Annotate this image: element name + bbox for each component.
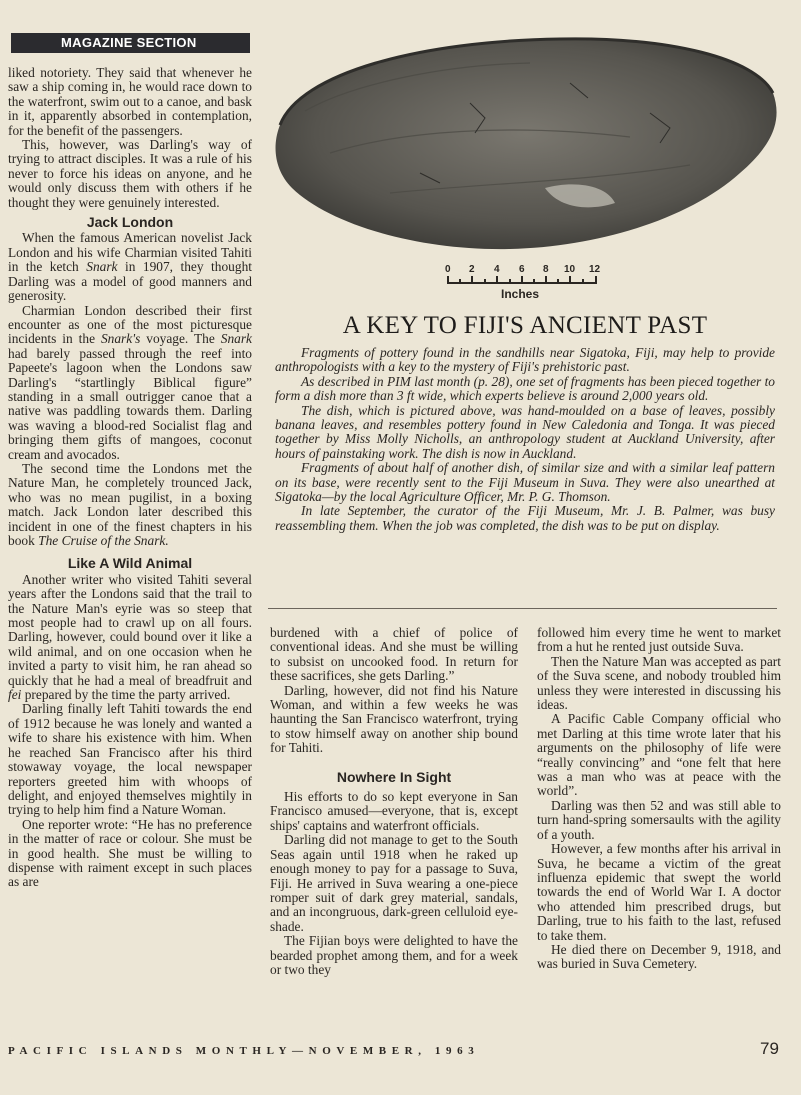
scale-unit-label: Inches (500, 287, 539, 301)
paragraph: burdened with a chief of police of conventional ideas. And she must be willing to subsist on uncooked food. In return for these sacrifices, she gets Darling.” (270, 625, 518, 684)
section-banner: MAGAZINE SECTION (11, 33, 250, 53)
paragraph: Another writer who visited Tahiti several years after the Londons said that the trail to the Nature Man's eyrie was so steep that most people had to crawl up on all fours. Darling, however, could bound over it like a wild animal, and on one occasion when he invited a party to visit him, he ran ahead so quickly that he had a meal of breadfruit and fei prepared by the time the party arrived. (8, 571, 252, 703)
paragraph: However, a few months after his arrival in Suva, he became a victim of the great influenza epidemic that swept the world towards the end of World War I. A doctor who attended him prescribed drugs, but Darling, true to his faith to the last, refused to take them. (537, 841, 781, 943)
paragraph: Darling did not manage to get to the South Seas again until 1918 when he raked up enough money to pay for a passage to Suva, Fiji. He arrived in Suva wearing a one-piece romper suit of dark grey material, sandals, and an incongruous, dark-green celluloid eye-shade. (270, 832, 518, 934)
scale-tick-label: 10 (564, 264, 576, 275)
intro-paragraph: As described in PIM last month (p. 28), one set of fragments has been pieced together to form a dish more than 3 ft wide, which experts believe is around 2,000 years old. (275, 373, 775, 404)
paragraph: followed him every time he went to market from a hut he rented just outside Suva. (537, 625, 781, 655)
paragraph: This, however, was Darling's way of trying to attract disciples. It was a rule of his never to force his ideas on anyone, and he would only discuss them with others if he thought they were genuinely interested. (8, 137, 252, 210)
paragraph: A Pacific Cable Company official who met Darling at this time wrote later that his arguments on the philosophy of life were “really convincing” and “one felt that here was a man who was at peace with the world”. (537, 711, 781, 799)
paragraph: Darling, however, did not find his Nature Woman, and within a few weeks he was haunting the San Francisco waterfront, trying to stow himself away on another ship bound for Tahiti. (270, 682, 518, 756)
paragraph: One reporter wrote: “He has no preference in the matter of race or colour. She must be in good health. She must be willing to dispense with raiment except in such places as are (8, 816, 252, 890)
paragraph: Then the Nature Man was accepted as part of the Suva scene, and nobody troubled him unless they were interested in discussing his ideas. (537, 653, 781, 713)
left-column (8, 66, 252, 890)
scale-tick-label: 12 (589, 264, 601, 275)
scale-tick-label: 0 (445, 264, 451, 275)
paragraph: liked notoriety. They said that whenever he saw a ship coming in, he would race down to the waterfront, swim out to a canoe, and bask in it, apparently absorbed in contemplation, for the benefit of the passengers. (8, 65, 252, 138)
pottery-dish-photo (270, 33, 780, 258)
section-divider (268, 608, 777, 609)
subheading-wild-animal: Like A Wild Animal (67, 555, 193, 572)
paragraph: His efforts to do so kept everyone in San Francisco amused—everyone, that is, except ships' captains and waterfront officials. (270, 789, 518, 833)
intro-paragraph: In late September, the curator of the Fiji Museum, Mr. J. B. Palmer, was busy reassembling them. When the job was completed, the dish was to be put on display. (275, 503, 775, 533)
intro-paragraph: The dish, which is pictured above, was hand-moulded on a base of leaves, possibly banana leaves, and resembles pottery found in New Caledonia and Tonga. It was pieced together by Miss Molly Nicholls, an anthropology student at Auckland University, after hours of painstaking work. The dish is now in Auckland. (275, 402, 775, 461)
paragraph: Darling finally left Tahiti towards the end of 1912 because he was lonely and wanted a wife to share his existence with him. When he reached San Francisco after his third stowaway voyage, the local newspaper reporters greeted him with whoops of delight, and enjoyed themselves mightily in trying to help him find a Nature Woman. (8, 701, 252, 818)
paragraph: The second time the Londons met the Nature Man, he completely trounced Jack, who was no mean pugilist, in a boxing match. Jack London later described this incident in one of the finest chapters in his book The Cruise of the Snark. (8, 460, 252, 548)
scale-tick-label: 2 (469, 264, 475, 275)
paragraph: Darling was then 52 and was still able to turn hand-spring somersaults with the agility of a youth. (537, 797, 781, 842)
paragraph: Charmian London described their first encounter as one of the most picturesque incidents in the Snark's voyage. The Snark had barely passed through the reef into Papeete's lagoon when the Londons saw Darling's “startlingly Biblical figure” standing in a small outrigger canoe that a native was paddling towards them. Darling was waving a blood-red Socialist flag and bringing them gifts of mangoes, coconut cream and avocados. (8, 302, 252, 462)
intro-paragraph: Fragments of about half of another dish, of similar size and with a similar leaf pattern on its base, were recently sent to the Fiji Museum in Suva. They were also unearthed at Sigatoka—by the local Agriculture Officer, Mr. P. G. Thomson. (275, 460, 775, 505)
intro-paragraph: Fragments of pottery found in the sandhills near Sigatoka, Fiji, may help to provide anthropologists with a key to the mystery of Fiji's prehistoric past. (275, 345, 775, 375)
right-column (537, 626, 781, 972)
subheading-jack-london: Jack London (86, 214, 174, 231)
article-title: A KEY TO FIJI'S ANCIENT PAST (342, 312, 708, 339)
middle-column (270, 626, 518, 977)
scale-tick-label: 6 (519, 264, 525, 275)
scale-tick-label: 4 (494, 264, 500, 275)
footer-publication: PACIFIC ISLANDS MONTHLY—NOVEMBER, 1963 (8, 1045, 480, 1057)
subheading-nowhere-in-sight: Nowhere In Sight (336, 768, 452, 785)
paragraph: When the famous American novelist Jack London and his wife Charmian visited Tahiti in the ketch Snark in 1907, they thought Darling was a model of good manners and generosity. (8, 230, 252, 304)
article-intro (275, 346, 775, 533)
paragraph: The Fijian boys were delighted to have the bearded prophet among them, and for a week or two they (270, 933, 518, 977)
scale-tick-label: 8 (543, 264, 549, 275)
paragraph: He died there on December 9, 1918, and was buried in Suva Cemetery. (537, 941, 781, 972)
page-number: 79 (760, 1039, 779, 1058)
